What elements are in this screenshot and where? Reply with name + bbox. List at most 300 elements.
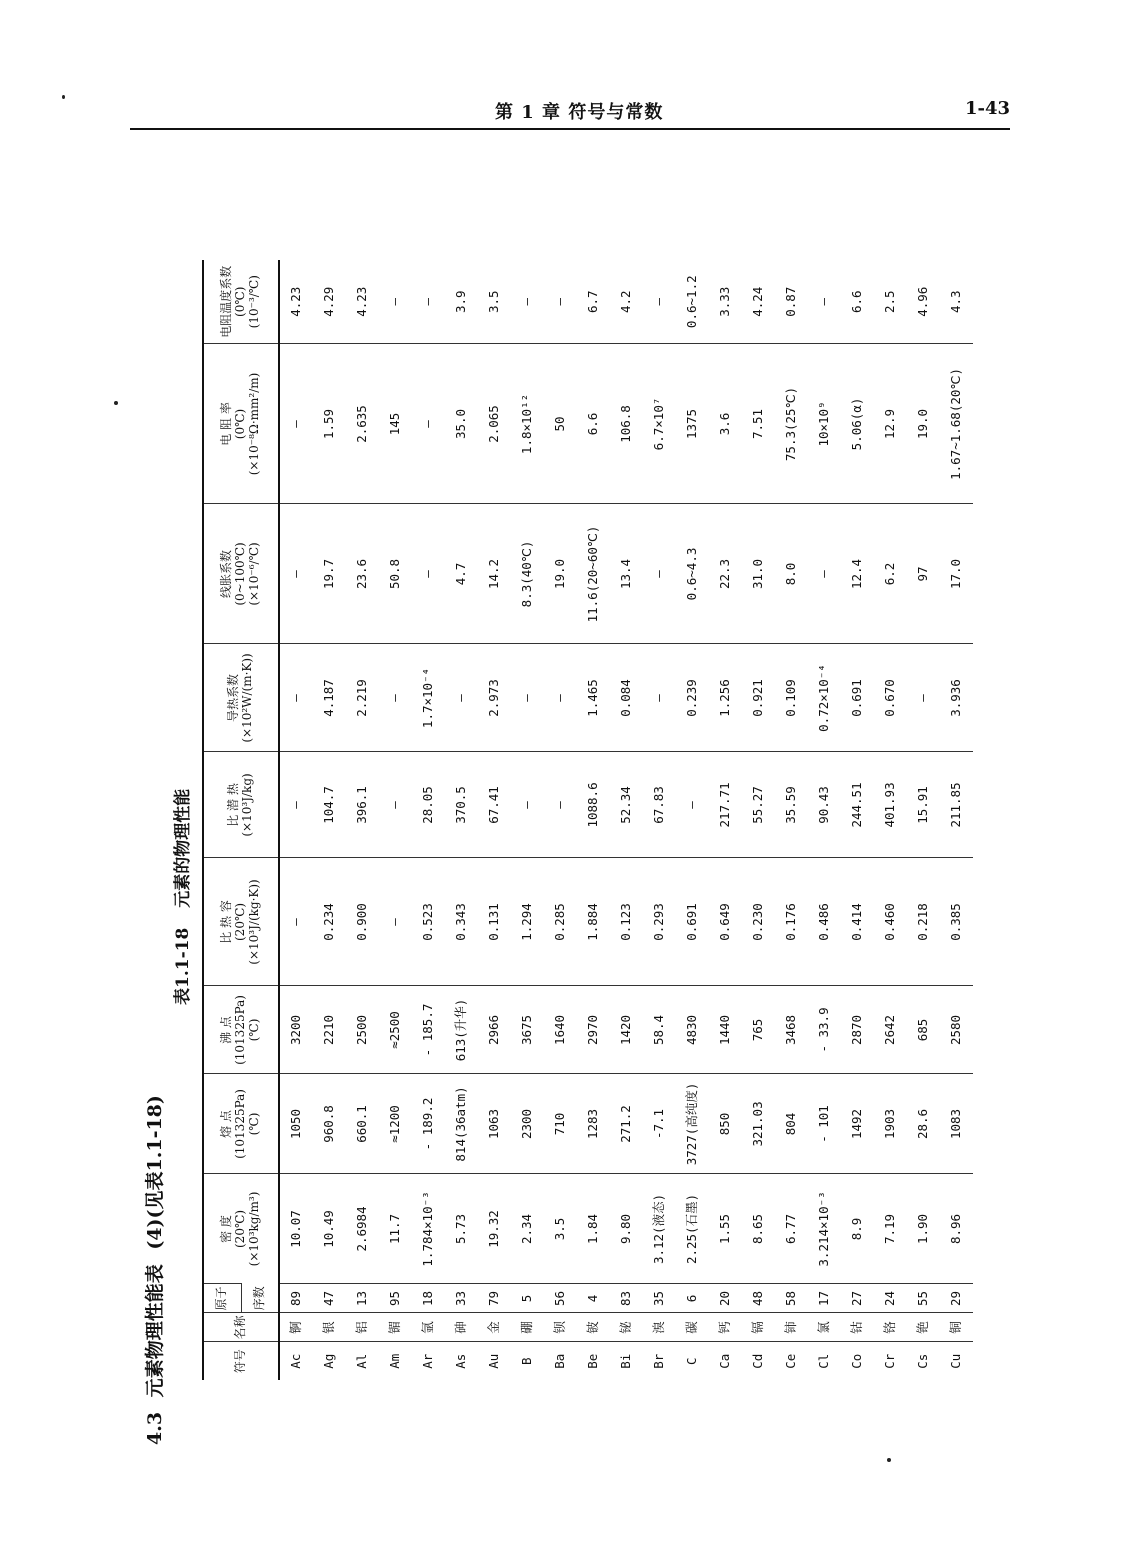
table-row — [379, 260, 412, 1380]
cell-name: 铬 — [874, 1313, 907, 1342]
table-row — [808, 260, 841, 1380]
cell-expansion: 31.0 — [742, 504, 775, 644]
cell-boiling-point: 2500 — [346, 986, 379, 1074]
cell-atomic-number: 47 — [313, 1284, 346, 1313]
cell-temp-coef: — — [816, 297, 832, 306]
cell-heat-capacity: 0.385 — [940, 858, 973, 986]
cell-expansion: 11.6(20~60℃) — [577, 504, 610, 644]
cell-boiling-point: 3675 — [511, 986, 544, 1074]
col-resistivity: 电 阻 率 (0℃) (×10⁻⁸Ω·mm²/m) — [203, 344, 279, 504]
cell-heat-capacity: 0.691 — [676, 858, 709, 986]
cell-symbol: Co — [841, 1342, 874, 1380]
cell-conductivity: 0.239 — [676, 644, 709, 752]
cell-resistivity: 50 — [544, 344, 577, 504]
table-row — [346, 260, 379, 1380]
cell-resistivity: 12.9 — [874, 344, 907, 504]
cell-heat-capacity: 0.293 — [643, 858, 676, 986]
cell-symbol: Bi — [610, 1342, 643, 1380]
cell-boiling-point: 1440 — [709, 986, 742, 1074]
section-heading: 元素物理性能表 — [144, 1264, 166, 1398]
cell-resistivity: 7.51 — [742, 344, 775, 504]
cell-melting-point: 3727(高纯度) — [676, 1074, 709, 1174]
table-title: 元素的物理性能 — [173, 788, 193, 908]
cell-conductivity: 0.670 — [874, 644, 907, 752]
cell-symbol: Ca — [709, 1342, 742, 1380]
section-title — [140, 1087, 170, 1445]
table-row — [544, 260, 577, 1380]
cell-name: 铈 — [775, 1313, 808, 1342]
speck — [62, 95, 65, 99]
cell-name: 镅 — [379, 1313, 412, 1342]
cell-density: 19.32 — [478, 1174, 511, 1284]
cell-conductivity: 0.691 — [841, 644, 874, 752]
cell-latent-heat: 396.1 — [346, 752, 379, 858]
cell-name: 锕 — [279, 1313, 313, 1342]
cell-conductivity: — — [445, 644, 478, 752]
cell-atomic-number: 55 — [907, 1284, 940, 1313]
cell-symbol: C — [676, 1342, 709, 1380]
cell-atomic-number: 79 — [478, 1284, 511, 1313]
cell-latent-heat: 52.34 — [610, 752, 643, 858]
table-number: 表1.1-18 — [173, 927, 193, 1005]
cell-melting-point: 28.6 — [907, 1074, 940, 1174]
cell-heat-capacity: 0.176 — [775, 858, 808, 986]
cell-atomic-number: 89 — [279, 1284, 313, 1313]
cell-melting-point: 660.1 — [346, 1074, 379, 1174]
cell-heat-capacity: — — [279, 858, 313, 986]
cell-boiling-point: 3468 — [775, 986, 808, 1074]
cell-atomic-number: 56 — [544, 1284, 577, 1313]
col-melting: 熔 点 (101325Pa) (℃) — [203, 1074, 279, 1174]
cell-melting-point: 850 — [709, 1074, 742, 1174]
cell-resistivity: 6.6 — [577, 344, 610, 504]
cell-conductivity: — — [511, 644, 544, 752]
col-atomic-bottom: 序数 — [241, 1284, 279, 1313]
table-row — [577, 260, 610, 1380]
cell-heat-capacity: 0.649 — [709, 858, 742, 986]
cell-density: 5.73 — [445, 1174, 478, 1284]
cell-atomic-number: 48 — [742, 1284, 775, 1313]
cell-symbol: Cr — [874, 1342, 907, 1380]
cell-latent-heat: — — [676, 752, 709, 858]
cell-conductivity: 2.973 — [478, 644, 511, 752]
cell-heat-capacity: 0.131 — [478, 858, 511, 986]
cell-temp-coef: 6.7 — [585, 290, 601, 314]
cell-temp-coef: — — [420, 297, 436, 306]
cell-expansion: 8.0 — [775, 504, 808, 644]
cell-name: 硼 — [511, 1313, 544, 1342]
cell-expansion: 13.4 — [610, 504, 643, 644]
cell-conductivity: 0.72×10⁻⁴ — [808, 644, 841, 752]
table-row — [742, 260, 775, 1380]
cell-resistivity: — — [279, 344, 313, 504]
cell-symbol: Ag — [313, 1342, 346, 1380]
cell-boiling-point: - 185.7 — [412, 986, 445, 1074]
cell-latent-heat: 370.5 — [445, 752, 478, 858]
cell-density: 2.34 — [511, 1174, 544, 1284]
cell-resistivity: 19.0 — [907, 344, 940, 504]
cell-resistivity: 1.59 — [313, 344, 346, 504]
cell-boiling-point: 3200 — [279, 986, 313, 1074]
cell-latent-heat: — — [544, 752, 577, 858]
cell-expansion: 22.3 — [709, 504, 742, 644]
cell-temp-coef: 6.6 — [849, 290, 865, 314]
cell-density: 8.65 — [742, 1174, 775, 1284]
cell-latent-heat: 401.93 — [874, 752, 907, 858]
cell-density: 10.07 — [279, 1174, 313, 1284]
cell-resistivity: 10×10⁹ — [808, 344, 841, 504]
cell-resistivity: 1375 — [676, 344, 709, 504]
cell-conductivity: — — [643, 644, 676, 752]
cell-expansion: — — [643, 504, 676, 644]
chapter-title: 第 1 章 符号与常数 — [495, 102, 664, 123]
cell-conductivity: 0.921 — [742, 644, 775, 752]
cell-conductivity: 1.7×10⁻⁴ — [412, 644, 445, 752]
cell-density: 8.9 — [841, 1174, 874, 1284]
cell-resistivity: 106.8 — [610, 344, 643, 504]
cell-boiling-point: 2966 — [478, 986, 511, 1074]
cell-conductivity: — — [279, 644, 313, 752]
cell-expansion: 50.8 — [379, 504, 412, 644]
element-properties-table — [202, 260, 973, 1380]
cell-latent-heat: 90.43 — [808, 752, 841, 858]
cell-latent-heat: 55.27 — [742, 752, 775, 858]
cell-expansion: 19.7 — [313, 504, 346, 644]
cell-boiling-point: 4830 — [676, 986, 709, 1074]
cell-temp-coef: — — [552, 297, 568, 306]
cell-name: 溴 — [643, 1313, 676, 1342]
col-conductivity: 导热系数 (×10²W/(m·K)) — [203, 644, 279, 752]
cell-name: 铯 — [907, 1313, 940, 1342]
cell-density: 10.49 — [313, 1174, 346, 1284]
cell-melting-point: 271.2 — [610, 1074, 643, 1174]
cell-latent-heat: 104.7 — [313, 752, 346, 858]
cell-temp-coef: 0.87 — [783, 286, 799, 317]
cell-melting-point: ≈1200 — [379, 1074, 412, 1174]
cell-heat-capacity: 0.123 — [610, 858, 643, 986]
col-latent-heat: 比 潜 热 (×10³J/kg) — [203, 752, 279, 858]
cell-resistivity: 2.635 — [346, 344, 379, 504]
cell-temp-coef: 0.6~1.2 — [684, 275, 700, 329]
cell-expansion: — — [808, 504, 841, 644]
col-symbol: 符号 — [203, 1342, 279, 1380]
cell-symbol: Au — [478, 1342, 511, 1380]
cell-conductivity: 1.465 — [577, 644, 610, 752]
cell-temp-coef: 4.23 — [354, 286, 370, 317]
cell-melting-point: 1492 — [841, 1074, 874, 1174]
cell-atomic-number: 6 — [676, 1284, 709, 1313]
page-header — [130, 94, 1010, 130]
cell-symbol: Ac — [279, 1342, 313, 1380]
cell-boiling-point: 1420 — [610, 986, 643, 1074]
section-number: 4.3 — [144, 1411, 166, 1445]
table-row — [643, 260, 676, 1380]
cell-heat-capacity: 0.523 — [412, 858, 445, 986]
cell-temp-coef: 4.3 — [948, 290, 964, 314]
cell-atomic-number: 33 — [445, 1284, 478, 1313]
cell-resistivity: 6.7×10⁷ — [643, 344, 676, 504]
cell-density: 9.80 — [610, 1174, 643, 1284]
cell-symbol: Ba — [544, 1342, 577, 1380]
cell-atomic-number: 58 — [775, 1284, 808, 1313]
cell-resistivity: 35.0 — [445, 344, 478, 504]
cell-name: 金 — [478, 1313, 511, 1342]
cell-symbol: Cu — [940, 1342, 973, 1380]
cell-name: 铝 — [346, 1313, 379, 1342]
speck — [887, 1458, 891, 1462]
cell-resistivity: 1.8×10¹² — [511, 344, 544, 504]
cell-density: 2.6984 — [346, 1174, 379, 1284]
table-row — [511, 260, 544, 1380]
cell-boiling-point: ≈2500 — [379, 986, 412, 1074]
cell-latent-heat: 28.05 — [412, 752, 445, 858]
cell-expansion: 14.2 — [478, 504, 511, 644]
cell-name: 氯 — [808, 1313, 841, 1342]
cell-name: 氩 — [412, 1313, 445, 1342]
cell-melting-point: 804 — [775, 1074, 808, 1174]
cell-symbol: Al — [346, 1342, 379, 1380]
cell-density: 3.214×10⁻³ — [808, 1174, 841, 1284]
table-row — [709, 260, 742, 1380]
cell-boiling-point: 2580 — [940, 986, 973, 1074]
cell-temp-coef: 4.96 — [915, 286, 931, 317]
table-row — [907, 260, 940, 1380]
cell-heat-capacity: 1.884 — [577, 858, 610, 986]
cell-symbol: As — [445, 1342, 478, 1380]
cell-expansion: — — [279, 504, 313, 644]
col-density: 密 度 (20℃) (×10³kg/m³) — [203, 1174, 279, 1284]
cell-boiling-point: 1640 — [544, 986, 577, 1074]
cell-melting-point: 1083 — [940, 1074, 973, 1174]
cell-boiling-point: 765 — [742, 986, 775, 1074]
cell-heat-capacity: 0.343 — [445, 858, 478, 986]
cell-name: 镉 — [742, 1313, 775, 1342]
col-name: 名称 — [203, 1313, 279, 1342]
cell-expansion: 6.2 — [874, 504, 907, 644]
table-row — [445, 260, 478, 1380]
cell-conductivity: 1.256 — [709, 644, 742, 752]
cell-density: 1.90 — [907, 1174, 940, 1284]
table-row — [676, 260, 709, 1380]
table-row — [412, 260, 445, 1380]
cell-temp-coef: 4.2 — [618, 290, 634, 314]
cell-name: 钴 — [841, 1313, 874, 1342]
cell-expansion: — — [412, 504, 445, 644]
cell-latent-heat: 35.59 — [775, 752, 808, 858]
cell-conductivity: 0.109 — [775, 644, 808, 752]
cell-symbol: Ar — [412, 1342, 445, 1380]
cell-latent-heat: — — [279, 752, 313, 858]
cell-density: 3.5 — [544, 1174, 577, 1284]
cell-name: 铜 — [940, 1313, 973, 1342]
cell-symbol: Cd — [742, 1342, 775, 1380]
cell-atomic-number: 17 — [808, 1284, 841, 1313]
cell-temp-coef: 3.5 — [486, 290, 502, 314]
cell-latent-heat: 15.91 — [907, 752, 940, 858]
cell-conductivity: 0.084 — [610, 644, 643, 752]
cell-expansion: 12.4 — [841, 504, 874, 644]
cell-melting-point: 710 — [544, 1074, 577, 1174]
cell-expansion: 23.6 — [346, 504, 379, 644]
cell-boiling-point: 685 — [907, 986, 940, 1074]
cell-temp-coef: 2.5 — [882, 290, 898, 314]
cell-resistivity: 2.065 — [478, 344, 511, 504]
table-row — [478, 260, 511, 1380]
cell-resistivity: 5.06(α) — [841, 344, 874, 504]
cell-boiling-point: 2642 — [874, 986, 907, 1074]
cell-latent-heat: 67.83 — [643, 752, 676, 858]
cell-atomic-number: 27 — [841, 1284, 874, 1313]
table-row — [279, 260, 313, 1380]
cell-temp-coef: 4.23 — [288, 286, 304, 317]
rotated-page-content — [140, 135, 1000, 1445]
cell-boiling-point: 2210 — [313, 986, 346, 1074]
cell-melting-point: 1063 — [478, 1074, 511, 1174]
cell-name: 砷 — [445, 1313, 478, 1342]
cell-heat-capacity: 0.486 — [808, 858, 841, 986]
cell-symbol: Br — [643, 1342, 676, 1380]
cell-melting-point: - 101 — [808, 1074, 841, 1174]
table-caption — [168, 775, 193, 1005]
cell-boiling-point: 2870 — [841, 986, 874, 1074]
cell-density: 1.55 — [709, 1174, 742, 1284]
cell-atomic-number: 83 — [610, 1284, 643, 1313]
cell-density: 1.784×10⁻³ — [412, 1174, 445, 1284]
cell-boiling-point: - 33.9 — [808, 986, 841, 1074]
cell-resistivity: 1.67~1.68(20℃) — [940, 344, 973, 504]
cell-name: 铍 — [577, 1313, 610, 1342]
cell-melting-point: 2300 — [511, 1074, 544, 1174]
cell-density: 1.84 — [577, 1174, 610, 1284]
table-row — [841, 260, 874, 1380]
cell-melting-point: 960.8 — [313, 1074, 346, 1174]
cell-temp-coef: 3.9 — [453, 290, 469, 314]
cell-expansion: 8.3(40℃) — [511, 504, 544, 644]
table-row — [313, 260, 346, 1380]
cell-atomic-number: 35 — [643, 1284, 676, 1313]
cell-conductivity: — — [379, 644, 412, 752]
cell-atomic-number: 4 — [577, 1284, 610, 1313]
cell-melting-point: 814(36atm) — [445, 1074, 478, 1174]
cell-symbol: B — [511, 1342, 544, 1380]
cell-conductivity: 4.187 — [313, 644, 346, 752]
cell-heat-capacity: 0.230 — [742, 858, 775, 986]
cell-boiling-point: 2970 — [577, 986, 610, 1074]
cell-heat-capacity: 0.285 — [544, 858, 577, 986]
col-heat-capacity: 比 热 容 (20℃) (×10³J/(kg·K)) — [203, 858, 279, 986]
cell-atomic-number: 20 — [709, 1284, 742, 1313]
cell-expansion: 4.7 — [445, 504, 478, 644]
cell-name: 铋 — [610, 1313, 643, 1342]
cell-heat-capacity: 1.294 — [511, 858, 544, 986]
col-atomic-top: 原子 — [203, 1284, 241, 1313]
cell-expansion: 19.0 — [544, 504, 577, 644]
cell-heat-capacity: 0.900 — [346, 858, 379, 986]
cell-latent-heat: 1088.6 — [577, 752, 610, 858]
cell-symbol: Cs — [907, 1342, 940, 1380]
cell-temp-coef: 4.29 — [321, 286, 337, 317]
cell-heat-capacity: 0.460 — [874, 858, 907, 986]
cell-name: 银 — [313, 1313, 346, 1342]
cell-density: 2.25(石墨) — [676, 1174, 709, 1284]
cell-atomic-number: 24 — [874, 1284, 907, 1313]
cell-name: 碳 — [676, 1313, 709, 1342]
header-rule — [130, 128, 1010, 130]
cell-atomic-number: 13 — [346, 1284, 379, 1313]
cell-density: 6.77 — [775, 1174, 808, 1284]
col-boiling: 沸 点 (101325Pa) (℃) — [203, 986, 279, 1074]
cell-latent-heat: 211.85 — [940, 752, 973, 858]
table-row — [874, 260, 907, 1380]
cell-density: 3.12(液态) — [643, 1174, 676, 1284]
table-row — [775, 260, 808, 1380]
cell-melting-point: 1050 — [279, 1074, 313, 1174]
cell-conductivity: — — [907, 644, 940, 752]
cell-symbol: Cl — [808, 1342, 841, 1380]
cell-latent-heat: — — [511, 752, 544, 858]
cell-density: 8.96 — [940, 1174, 973, 1284]
cell-atomic-number: 95 — [379, 1284, 412, 1313]
table-body — [279, 260, 973, 1380]
cell-conductivity: — — [544, 644, 577, 752]
cell-boiling-point: 58.4 — [643, 986, 676, 1074]
cell-conductivity: 3.936 — [940, 644, 973, 752]
cell-melting-point: 1283 — [577, 1074, 610, 1174]
col-temp-coef: 电阻温度系数 (0℃) (10⁻³/℃) — [203, 260, 279, 344]
cell-symbol: Ce — [775, 1342, 808, 1380]
cell-melting-point: -7.1 — [643, 1074, 676, 1174]
cell-name: 钙 — [709, 1313, 742, 1342]
cell-heat-capacity: 0.234 — [313, 858, 346, 986]
cell-latent-heat: 244.51 — [841, 752, 874, 858]
cell-name: 钡 — [544, 1313, 577, 1342]
cell-density: 7.19 — [874, 1174, 907, 1284]
col-expansion: 线胀系数 (0~100℃) (×10⁻⁶/℃) — [203, 504, 279, 644]
speck — [114, 401, 118, 405]
cell-symbol: Be — [577, 1342, 610, 1380]
cell-temp-coef: — — [387, 297, 403, 306]
cell-expansion: 17.0 — [940, 504, 973, 644]
cell-resistivity: — — [412, 344, 445, 504]
cell-conductivity: 2.219 — [346, 644, 379, 752]
section-note: (4)(见表1.1-18) — [144, 1095, 166, 1250]
cell-latent-heat: 217.71 — [709, 752, 742, 858]
cell-melting-point: 1903 — [874, 1074, 907, 1174]
cell-resistivity: 3.6 — [709, 344, 742, 504]
cell-atomic-number: 5 — [511, 1284, 544, 1313]
cell-atomic-number: 18 — [412, 1284, 445, 1313]
cell-latent-heat: — — [379, 752, 412, 858]
cell-boiling-point: 613(升华) — [445, 986, 478, 1074]
cell-resistivity: 145 — [379, 344, 412, 504]
cell-expansion: 0.6~4.3 — [676, 504, 709, 644]
cell-latent-heat: 67.41 — [478, 752, 511, 858]
cell-expansion: 97 — [907, 504, 940, 644]
cell-symbol: Am — [379, 1342, 412, 1380]
cell-atomic-number: 29 — [940, 1284, 973, 1313]
table-row — [610, 260, 643, 1380]
cell-melting-point: 321.03 — [742, 1074, 775, 1174]
cell-melting-point: - 189.2 — [412, 1074, 445, 1174]
cell-temp-coef: 4.24 — [750, 286, 766, 317]
table-row — [940, 260, 973, 1380]
page-number: 1-43 — [964, 98, 1010, 119]
cell-temp-coef: 3.33 — [717, 286, 733, 317]
cell-resistivity: 75.3(25℃) — [775, 344, 808, 504]
cell-temp-coef: — — [651, 297, 667, 306]
cell-heat-capacity: 0.414 — [841, 858, 874, 986]
cell-heat-capacity: 0.218 — [907, 858, 940, 986]
